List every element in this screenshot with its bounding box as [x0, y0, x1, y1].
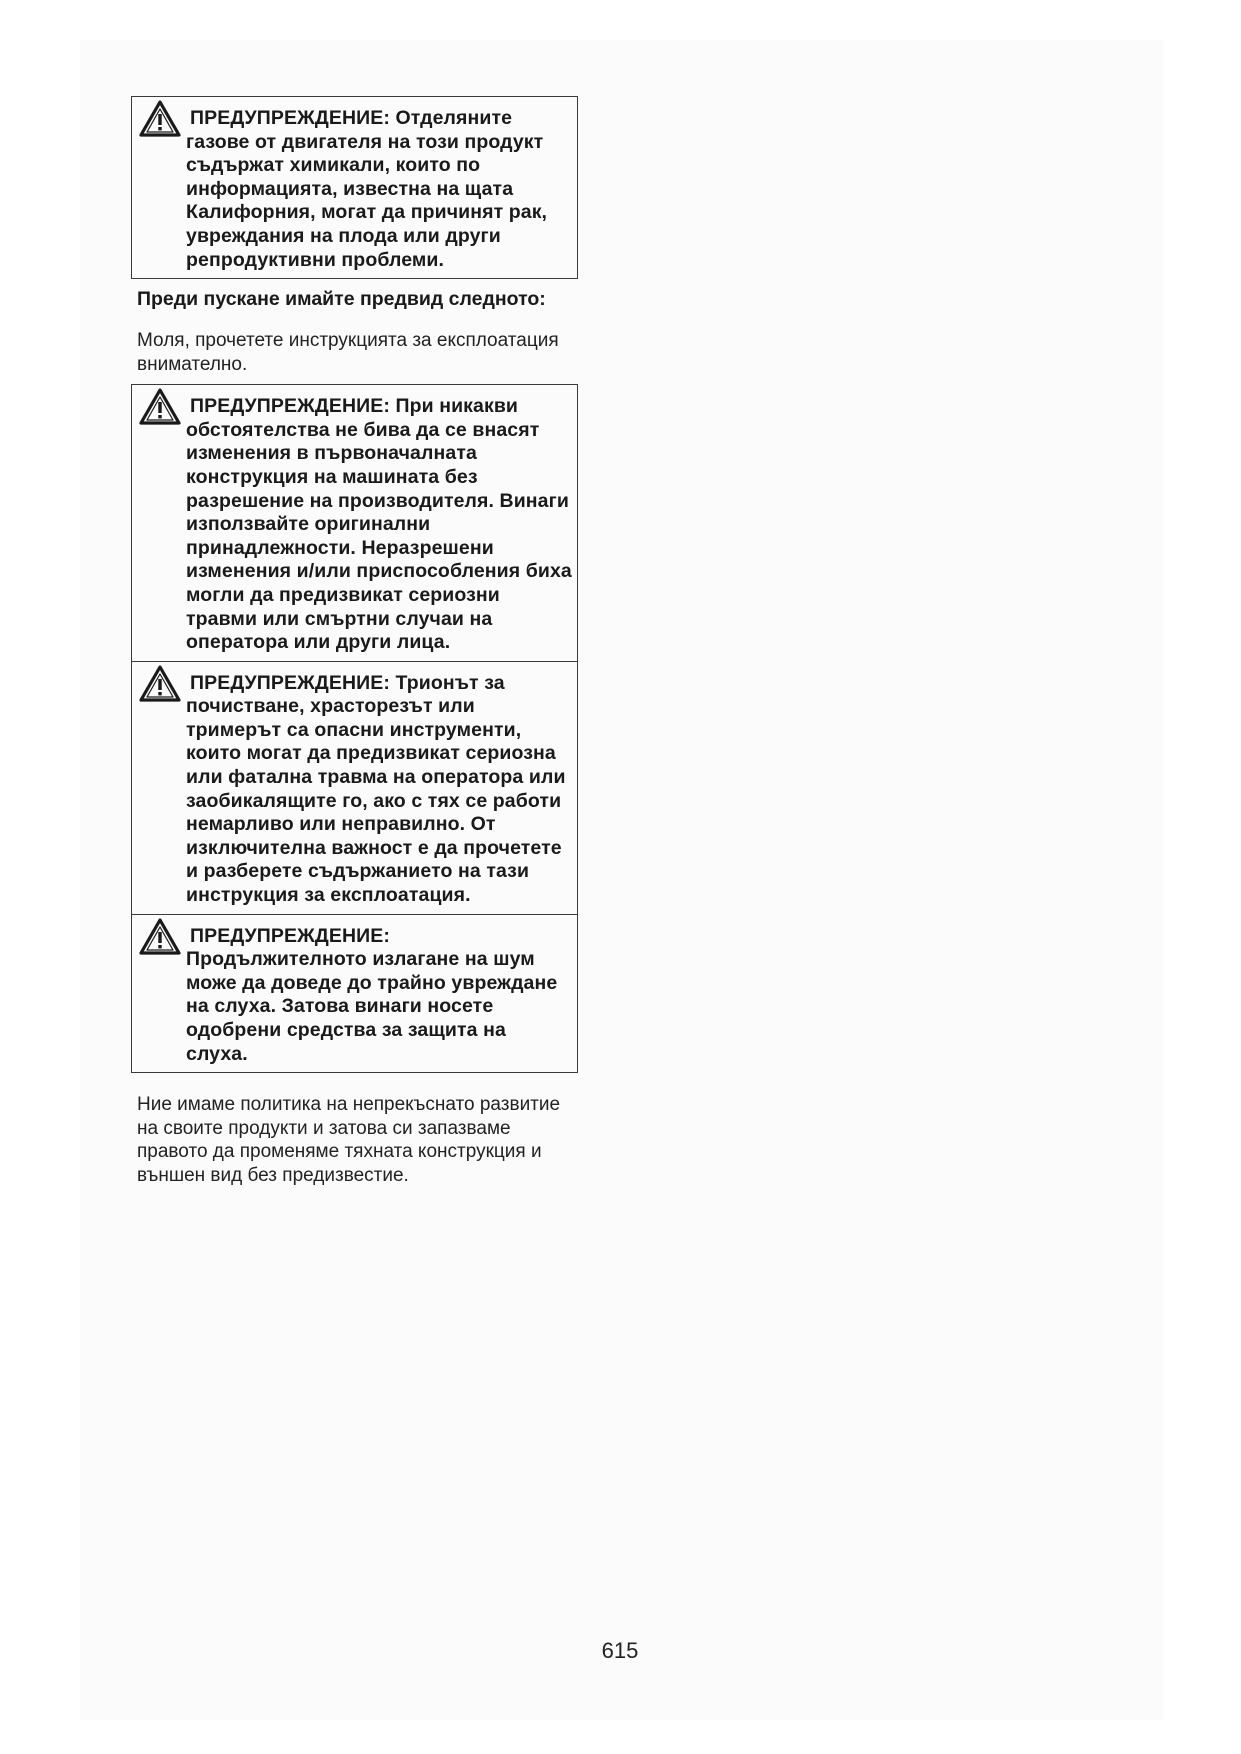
- warning-body: Трионът за почистване, храсторезът или тримерът са опасни инструменти, които могат да предизвикат сериозна или фатална травма на оператора или заобикалящите го, ако с тях се работи немарливо или неправилно. От изключителна важност е да прочетете и разберете съдържанието на тази инструкция за експлоатация.: [186, 671, 566, 907]
- warning-body: Отделяните газове от двигателя на този продукт съдържат химикали, които по информацията, известна на щата Калифорния, могат да причинят рак, увреждания на плода или други репродуктивни проблеми.: [186, 107, 548, 271]
- warning-box-dangerous-tools: [132, 661, 577, 914]
- page-number: 615: [601, 1638, 639, 1663]
- warning-body: Продължителното излагане на шум може да доведе до трайно увреждане на слуха. Затова винаги носете одобрени средства за защита на слуха.: [186, 948, 558, 1065]
- warning-box-california: [132, 97, 577, 278]
- before-start-heading: Преди пускане имайте предвид следното:: [137, 288, 546, 311]
- warning-label: ПРЕДУПРЕЖДЕНИЕ:: [190, 107, 390, 129]
- warning-triangle-icon: [138, 917, 182, 957]
- warning-triangle-icon: [138, 664, 182, 704]
- warning-box-california-group: [131, 96, 578, 279]
- warning-label: ПРЕДУПРЕЖДЕНИЕ:: [190, 924, 390, 947]
- warning-text: [186, 107, 573, 272]
- policy-text: Ние имаме политика на непрекъснато развитие на своите продукти и затова си запазваме правото да променяме тяхната конструкция и външен вид без предизвестие.: [137, 1094, 561, 1186]
- warning-box-modifications: [132, 385, 577, 661]
- warning-triangle-icon: [138, 99, 182, 139]
- warning-text: [186, 395, 573, 655]
- warning-text: [186, 672, 573, 908]
- content-column: [131, 96, 578, 1187]
- warning-label: ПРЕДУПРЕЖДЕНИЕ:: [190, 671, 390, 694]
- warning-box-noise: [132, 914, 577, 1073]
- warning-label: ПРЕДУПРЕЖДЕНИЕ:: [190, 395, 390, 418]
- warning-triangle-icon: [138, 387, 182, 427]
- warning-boxes-group: [131, 384, 578, 1073]
- warning-text: [186, 925, 573, 1067]
- warning-body: При никакви обстоятелства не бива да се внасят изменения в първоначалната конструкция на машината без разрешение на производителя. Винаги използвайте оригинални принадлежности. Неразрешени изменения и/или приспособления биха могли да предизвикат сериозни травми или смъртни случаи на оператора или други лица.: [186, 395, 572, 654]
- read-manual-text: Моля, прочетете инструкцията за експлоатация внимателно.: [137, 330, 559, 375]
